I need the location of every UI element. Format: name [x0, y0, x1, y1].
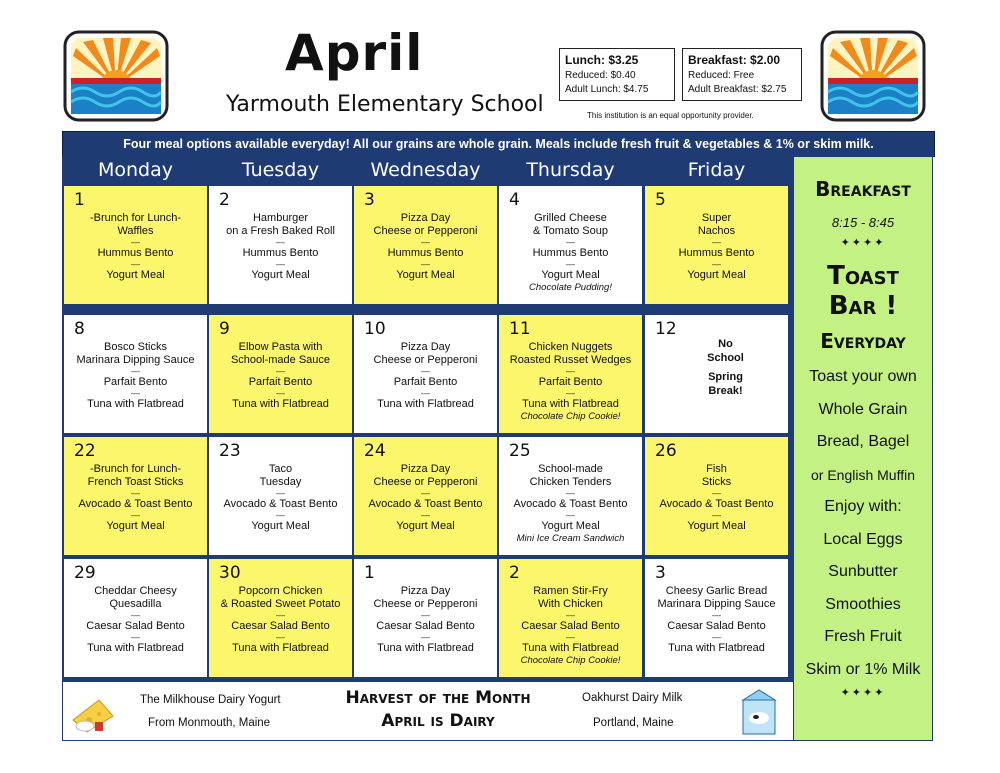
day-number: 8: [74, 319, 85, 339]
menu-separator: —: [712, 488, 721, 498]
sidebar-title: Breakfast: [815, 177, 911, 201]
menu-separator: —: [421, 388, 430, 398]
third-option: Yogurt Meal: [106, 520, 165, 532]
day-header-thursday: Thursday: [499, 157, 642, 183]
main-entree: Pizza Day: [400, 585, 451, 597]
day-cell: [209, 186, 352, 304]
bento-option: Caesar Salad Bento: [667, 620, 766, 632]
day-cell: [209, 437, 352, 555]
menu-separator: —: [566, 488, 575, 498]
third-option: Tuna with Flatbread: [522, 398, 619, 410]
menu-separator: —: [421, 632, 430, 642]
third-option: Tuna with Flatbread: [232, 398, 329, 410]
sunrise-logo-icon: [820, 30, 926, 122]
third-option: Yogurt Meal: [396, 269, 455, 281]
bento-option: Hummus Bento: [242, 247, 319, 259]
breakfast-time: 8:15 - 8:45: [831, 215, 895, 230]
bento-option: Caesar Salad Bento: [376, 620, 475, 632]
main-entree: Tuesday: [259, 476, 302, 488]
day-number: 25: [509, 441, 531, 461]
menu-separator: —: [566, 388, 575, 398]
main-entree: Cheese or Pepperoni: [373, 354, 478, 366]
menu-items: [356, 585, 495, 655]
third-option: Yogurt Meal: [396, 520, 455, 532]
day-number: 26: [655, 441, 677, 461]
main-entree: Bosco Sticks: [104, 341, 167, 353]
main-entree: French Toast Sticks: [87, 476, 184, 488]
day-cell: [64, 186, 207, 304]
toast-bar-item: Local Eggs: [823, 530, 903, 548]
toast-bar-item: Whole Grain: [818, 400, 908, 418]
dessert-note: Chocolate Pudding!: [529, 282, 612, 293]
menu-separator: —: [276, 259, 285, 269]
menu-separator: —: [712, 510, 721, 520]
toast-bar-item: Sunbutter: [828, 563, 898, 580]
menu-separator: —: [566, 259, 575, 269]
menu-separator: —: [131, 259, 140, 269]
third-option: Tuna with Flatbread: [522, 642, 619, 654]
yogurt-dairy-location: From Monmouth, Maine: [148, 717, 271, 729]
main-entree: Ramen Stir-Fry: [533, 585, 608, 597]
day-cell: [645, 186, 788, 304]
main-entree: Roasted Russet Wedges: [509, 354, 632, 366]
breakfast-reduced-price: Reduced: Free: [688, 70, 755, 81]
bento-option: Caesar Salad Bento: [86, 620, 185, 632]
main-entree: Cheese or Pepperoni: [373, 598, 478, 610]
month-title: April: [285, 24, 424, 82]
day-header-monday: Monday: [64, 157, 207, 183]
stars-divider: ✦✦✦✦: [840, 237, 886, 249]
main-entree: Chicken Tenders: [529, 476, 612, 488]
menu-items: [66, 341, 205, 411]
day-cell: [354, 559, 497, 677]
menu-separator: —: [421, 237, 430, 247]
menu-items: [501, 585, 640, 667]
no-school-note: Spring: [708, 371, 743, 383]
day-number: 30: [219, 563, 241, 583]
third-option: Yogurt Meal: [541, 269, 600, 281]
yogurt-dairy-name: The Milkhouse Dairy Yogurt: [140, 694, 281, 706]
bento-option: Avocado & Toast Bento: [223, 498, 338, 510]
menu-separator: —: [131, 632, 140, 642]
third-option: Tuna with Flatbread: [377, 398, 474, 410]
menu-items: [211, 585, 350, 655]
menu-items: [356, 341, 495, 411]
third-option: Yogurt Meal: [251, 520, 310, 532]
dessert-note: Chocolate Chip Cookie!: [520, 655, 621, 666]
breakfast-sidebar: [794, 157, 932, 740]
day-header-wednesday: Wednesday: [354, 157, 497, 183]
bento-option: Caesar Salad Bento: [231, 620, 330, 632]
main-entree: Waffles: [117, 225, 154, 237]
menu-items: [66, 585, 205, 655]
third-option: Yogurt Meal: [106, 269, 165, 281]
main-entree: Hamburger: [252, 212, 309, 224]
everyday-title: Everyday: [820, 329, 906, 353]
toast-bar-item: Enjoy with:: [824, 498, 902, 515]
day-cell: [354, 186, 497, 304]
main-entree: on a Fresh Baked Roll: [226, 225, 335, 237]
menu-separator: —: [712, 237, 721, 247]
breakfast-price: Breakfast: $2.00: [688, 53, 781, 67]
day-header-friday: Friday: [645, 157, 788, 183]
milk-carton-icon: [735, 686, 783, 736]
day-cell: [645, 559, 788, 677]
bento-option: Parfait Bento: [248, 376, 313, 388]
menu-separator: —: [131, 610, 140, 620]
menu-items: [66, 463, 205, 533]
day-number: 5: [655, 190, 666, 210]
menu-items: [501, 463, 640, 545]
day-number: 2: [219, 190, 230, 210]
toast-bar-item: Toast your own: [809, 368, 917, 385]
main-entree: Cheesy Garlic Bread: [665, 585, 768, 597]
main-entree: Taco: [268, 463, 293, 475]
day-number: 3: [364, 190, 375, 210]
day-number: 24: [364, 441, 386, 461]
main-entree: & Tomato Soup: [532, 225, 608, 237]
menu-items: [501, 212, 640, 294]
menu-separator: —: [131, 510, 140, 520]
menu-separator: —: [421, 510, 430, 520]
menu-separator: —: [566, 237, 575, 247]
main-entree: Marinara Dipping Sauce: [657, 598, 776, 610]
breakfast-price-box: [682, 48, 802, 101]
menu-separator: —: [276, 237, 285, 247]
toast-bar-title-line1: Toast: [827, 261, 899, 291]
main-entree: Marinara Dipping Sauce: [76, 354, 195, 366]
day-cell: [499, 186, 642, 304]
main-entree: & Roasted Sweet Potato: [220, 598, 341, 610]
harvest-subtitle: April is Dairy: [381, 711, 495, 731]
bento-option: Parfait Bento: [103, 376, 168, 388]
main-entree: Pizza Day: [400, 341, 451, 353]
menu-items: [211, 341, 350, 411]
third-option: Tuna with Flatbread: [87, 642, 184, 654]
day-cell: [499, 437, 642, 555]
day-cell: [209, 559, 352, 677]
no-school-note: No: [718, 338, 733, 350]
third-option: Yogurt Meal: [687, 520, 746, 532]
main-entree: Cheese or Pepperoni: [373, 476, 478, 488]
menu-separator: —: [566, 632, 575, 642]
day-number: 22: [74, 441, 96, 461]
menu-separator: —: [421, 259, 430, 269]
dessert-note: Mini Ice Cream Sandwich: [516, 533, 625, 544]
main-entree: Cheddar Cheesy: [94, 585, 177, 597]
bento-option: Hummus Bento: [97, 247, 174, 259]
menu-items: [211, 212, 350, 282]
menu-items: [66, 212, 205, 282]
menu-items: [647, 463, 786, 533]
menu-separator: —: [712, 610, 721, 620]
main-entree: Sticks: [701, 476, 732, 488]
main-entree: Nachos: [697, 225, 736, 237]
day-number: 10: [364, 319, 386, 339]
menu-items: [647, 585, 786, 655]
day-cell: [209, 315, 352, 433]
day-cell: [354, 437, 497, 555]
menu-separator: —: [276, 366, 285, 376]
day-cell: [499, 315, 642, 433]
school-name: Yarmouth Elementary School: [226, 92, 544, 117]
day-header-tuesday: Tuesday: [209, 157, 352, 183]
menu-separator: —: [276, 510, 285, 520]
main-entree: With Chicken: [538, 598, 603, 610]
menu-separator: —: [276, 610, 285, 620]
day-cell: [645, 437, 788, 555]
main-entree: Elbow Pasta with: [238, 341, 323, 353]
bento-option: Avocado & Toast Bento: [513, 498, 628, 510]
menu-separator: —: [131, 366, 140, 376]
third-option: Tuna with Flatbread: [87, 398, 184, 410]
menu-separator: —: [131, 237, 140, 247]
stars-divider-bottom: ✦✦✦✦: [840, 687, 886, 699]
main-entree: -Brunch for Lunch-: [89, 463, 182, 475]
no-school-note: School: [707, 352, 744, 364]
main-entree: School-made: [538, 463, 603, 475]
day-number: 11: [509, 319, 531, 339]
menu-separator: —: [712, 632, 721, 642]
day-cell: [64, 559, 207, 677]
third-option: Yogurt Meal: [687, 269, 746, 281]
menu-items: [665, 337, 786, 398]
menu-items: [501, 341, 640, 423]
lunch-price-box: [559, 48, 675, 101]
main-entree: School-made Sauce: [230, 354, 331, 366]
day-number: 9: [219, 319, 230, 339]
lunch-reduced-price: Reduced: $0.40: [565, 70, 636, 81]
menu-separator: —: [712, 259, 721, 269]
menu-items: [211, 463, 350, 533]
menu-separator: —: [276, 488, 285, 498]
day-number: 3: [655, 563, 666, 583]
bento-option: Hummus Bento: [387, 247, 464, 259]
bento-option: Hummus Bento: [678, 247, 755, 259]
adult-breakfast-price: Adult Breakfast: $2.75: [688, 84, 787, 95]
third-option: Tuna with Flatbread: [377, 642, 474, 654]
meal-options-banner: Four meal options available everyday! All our grains are whole grain. Meals include fresh fruit & vegetables & 1% or skim milk.: [62, 131, 935, 157]
bento-option: Hummus Bento: [532, 247, 609, 259]
adult-lunch-price: Adult Lunch: $4.75: [565, 84, 649, 95]
main-entree: Super: [701, 212, 732, 224]
third-option: Tuna with Flatbread: [232, 642, 329, 654]
menu-separator: —: [131, 388, 140, 398]
main-entree: Popcorn Chicken: [238, 585, 323, 597]
menu-separator: —: [566, 510, 575, 520]
main-entree: Grilled Cheese: [534, 212, 607, 224]
toast-bar-item: Smoothies: [825, 595, 901, 613]
harvest-footer: [63, 682, 793, 740]
toast-bar-item: Fresh Fruit: [824, 628, 902, 645]
main-entree: Quesadilla: [109, 598, 162, 610]
main-entree: Pizza Day: [400, 463, 451, 475]
day-number: 1: [364, 563, 375, 583]
third-option: Yogurt Meal: [541, 520, 600, 532]
menu-items: [647, 212, 786, 282]
bento-option: Avocado & Toast Bento: [368, 498, 483, 510]
sunrise-logo-icon: [63, 30, 169, 122]
cheese-icon: [69, 686, 117, 736]
day-cell: [354, 315, 497, 433]
day-number: 12: [655, 319, 677, 339]
menu-items: [356, 212, 495, 282]
main-entree: Cheese or Pepperoni: [373, 225, 478, 237]
harvest-title: Harvest of the Month: [345, 688, 531, 708]
day-number: 1: [74, 190, 85, 210]
dessert-note: Chocolate Chip Cookie!: [520, 411, 621, 422]
day-number: 4: [509, 190, 520, 210]
menu-separator: —: [421, 488, 430, 498]
equal-opportunity-note: This institution is an equal opportunity provider.: [587, 111, 754, 120]
main-entree: Pizza Day: [400, 212, 451, 224]
day-number: 2: [509, 563, 520, 583]
main-entree: Chicken Nuggets: [528, 341, 613, 353]
bento-option: Avocado & Toast Bento: [659, 498, 774, 510]
day-cell: [64, 315, 207, 433]
bento-option: Parfait Bento: [393, 376, 458, 388]
day-cell: [499, 559, 642, 677]
lunch-price: Lunch: $3.25: [565, 53, 639, 67]
menu-separator: —: [421, 366, 430, 376]
day-number: 23: [219, 441, 241, 461]
menu-separator: —: [276, 632, 285, 642]
main-entree: -Brunch for Lunch-: [89, 212, 182, 224]
menu-separator: —: [566, 366, 575, 376]
bento-option: Avocado & Toast Bento: [78, 498, 193, 510]
day-cell: [64, 437, 207, 555]
toast-bar-title-line2: Bar !: [828, 291, 898, 321]
menu-separator: —: [566, 610, 575, 620]
menu-separator: —: [421, 610, 430, 620]
main-entree: Fish: [706, 463, 727, 475]
toast-bar-item: Skim or 1% Milk: [805, 660, 921, 678]
toast-bar-item: Bread, Bagel: [816, 433, 910, 450]
bento-option: Caesar Salad Bento: [521, 620, 620, 632]
day-number: 29: [74, 563, 96, 583]
bento-option: Parfait Bento: [538, 376, 603, 388]
menu-items: [356, 463, 495, 533]
day-cell: [645, 315, 788, 433]
no-school-note: Break!: [708, 385, 743, 397]
menu-separator: —: [131, 488, 140, 498]
third-option: Tuna with Flatbread: [668, 642, 765, 654]
milk-dairy-location: Portland, Maine: [593, 717, 674, 729]
menu-separator: —: [276, 388, 285, 398]
toast-bar-item: or English Muffin: [810, 466, 915, 483]
third-option: Yogurt Meal: [251, 269, 310, 281]
milk-dairy-name: Oakhurst Dairy Milk: [582, 692, 683, 704]
